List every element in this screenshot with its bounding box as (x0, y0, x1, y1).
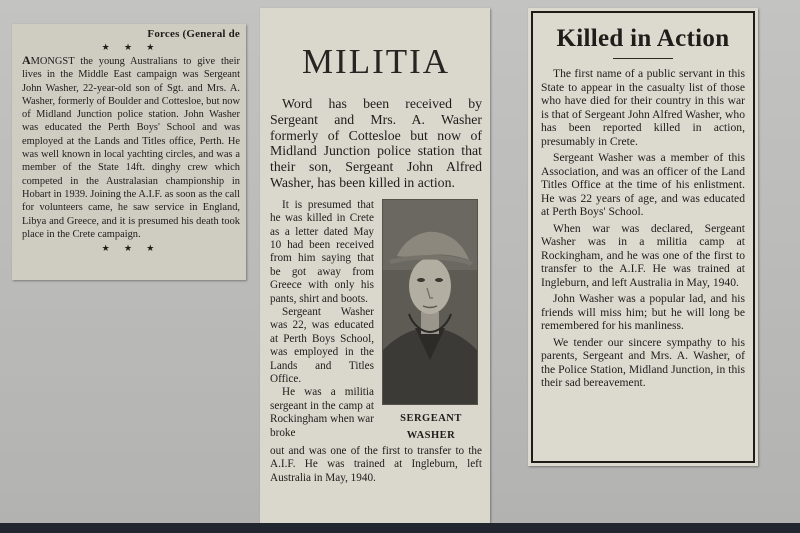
article-text: MONGST the young Australians to give their lives in the Middle East campaign was Sergeant John Washer, 22-year-old son of Sgt. and Mrs. A. Washer, formerly of Boulder and Cottesloe, but now of Midland Junction police station. John Washer was educated the Perth Boys' School and was employed at the Lands and Titles office, Perth. He was well known in local yachting circles, and was a member of the State 14ft. dinghy crew which competed in the Australasian championship in Hobart in 1939. Joining the A.I.F. as soon as the call for volunteers came, he saw service in England, Libya and Greece, and it is presumed his death took place in the Crete campaign. (22, 56, 240, 240)
caption-line: WASHER (406, 429, 456, 441)
clipping-header: Forces (General de (147, 28, 240, 40)
paragraph: Sergeant Washer was a member of this Association, and was an officer of the Land Titles Office at the time of his enlistment. He was 22 years of age, and was educated at Perth Boys' School. (541, 151, 745, 218)
paragraph: We tender our sincere sympathy to his parents, Sergeant and Mrs. A. Washer, of the Police Station, Midland Junction, in this their sad bereavement. (541, 335, 745, 389)
star-divider: ★ ★ ★ (101, 42, 161, 52)
headline: MILITIA (301, 42, 451, 81)
star-divider-bottom: ★ ★ ★ (101, 243, 161, 254)
photo-caption (382, 410, 480, 444)
article-columns (270, 199, 482, 444)
clipping-killed-in-action (528, 8, 758, 466)
title-rule (613, 58, 673, 59)
paragraph: It is presumed that he was killed in Crete as a letter dated May 10 had been received from him saying that be got away from Greece with only his pants, shirt and boots. (270, 198, 374, 305)
drop-cap: A (22, 53, 31, 67)
caption-line: SERGEANT (400, 412, 462, 424)
paragraph: He was a militia sergeant in the camp at Rockingham when war broke (270, 386, 374, 439)
paragraph: When war was declared, Sergeant Washer was in a militia camp at Rockingham, and he was one of the first to transfer to the A.I.F. He was trained at Ingleburn, and left Australia in May, 1940. (541, 221, 745, 289)
clipping-forces-general (12, 24, 246, 280)
left-column (270, 199, 374, 444)
portrait-photo (382, 199, 478, 405)
lead-paragraph: Word has been received by Sergeant and Mrs. A. Washer formerly of Cottesloe but now of Midland Junction police station that their son, Sergeant John Alfred Washer, has been killed in action. (270, 96, 482, 190)
soldier-portrait-image (383, 200, 477, 404)
article-body (22, 54, 240, 241)
headline: Killed in Action (556, 25, 730, 52)
paragraph: Sergeant Washer was 22, was educated at Perth Boys School, was employed in the Lands and Titles Office. (270, 306, 374, 386)
portrait-figure (382, 199, 480, 444)
bordered-box (531, 11, 755, 463)
paragraph: John Washer was a popular lad, and his friends will miss him; but he will long be remembered for his manliness. (541, 292, 745, 332)
page-edge (0, 523, 800, 533)
closing-paragraph: out and was one of the first to transfer to the A.I.F. He was trained at Ingleburn, left Australia in May, 1940. (270, 444, 482, 484)
clipping-militia (260, 8, 490, 523)
article-body (541, 67, 745, 390)
paragraph: The first name of a public servant in this State to appear in the casualty list of those who have died for their country in this war is that of Sergeant John Alfred Washer, who has been reported killed in action, presumably in Crete. (541, 67, 745, 148)
